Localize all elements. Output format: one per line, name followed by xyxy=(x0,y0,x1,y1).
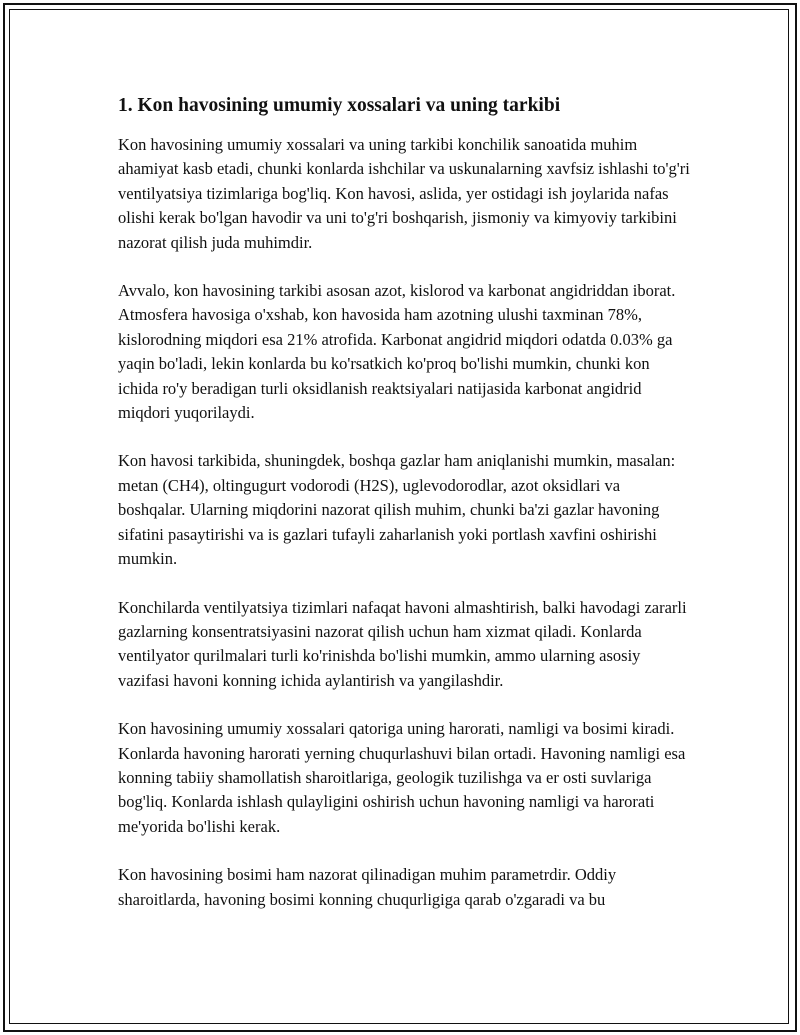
paragraph-5: Kon havosining umumiy xossalari qatoriga uning harorati, namligi va bosimi kiradi. Konlarda havoning harorati yerning chuqurlashuvi bilan ortadi. Havoning namligi esa konning tabiiy shamollatish sharoitlariga, geologik tuzilishga va er osti suvlariga bog'liq. Konlarda ishlash qulayligini oshirish uchun havoning namligi va harorati me'yorida bo'lishi kerak. xyxy=(118,719,686,836)
paragraph-2: Avvalo, kon havosining tarkibi asosan azot, kislorod va karbonat angidriddan iborat. Atmosfera havosiga o'xshab, kon havosida ham azotning ulushi taxminan 78%, kislorodning miqdori esa 21% atrofida. Karbonat angidrid miqdori odatda 0.03% ga yaqin bo'ladi, lekin konlarda bu ko'rsatkich ko'proq bo'lishi mumkin, chunki kon ichida ro'y beradigan turli oksidlanish reaktsiyalari natijasida karbonat angidrid miqdori yuqorilaydi. xyxy=(118,281,676,423)
paragraph-3: Kon havosi tarkibida, shuningdek, boshqa gazlar ham aniqlanishi mumkin, masalan: metan (CH4), oltingugurt vodorodi (H2S), uglevodorodlar, azot oksidlari va boshqalar. Ularning miqdorini nazorat qilish muhim, chunki ba'zi gazlar havoning sifatini pasaytirishi va is gazlari tufayli zaharlanish yoki portlash xavfini oshirishi mumkin. xyxy=(118,451,676,569)
document-page xyxy=(118,93,690,936)
paragraph-1: Kon havosining umumiy xossalari va uning tarkibi konchilik sanoatida muhim ahamiyat kasb etadi, chunki konlarda ishchilar va uskunalarning xavfsiz ishlashi to'g'ri ventilyatsiya tizimlariga bog'liq. Kon havosi, aslida, yer ostidagi ish joylarida nafas olishi kerak bo'lgan havodir va uni to'g'ri boshqarish, jismoniy va kimyoviy tarkibini nazorat qilish juda muhimdir. xyxy=(118,135,690,252)
paragraph-4: Konchilarda ventilyatsiya tizimlari nafaqat havoni almashtirish, balki havodagi zararli gazlarning konsentratsiyasini nazorat qilish uchun ham xizmat qiladi. Konlarda ventilyator qurilmalari turli ko'rinishda bo'lishi mumkin, ammo ularning asosiy vazifasi havoni konning ichida aylantirish va yangilashdir. xyxy=(118,597,687,690)
paragraph-6: Kon havosining bosimi ham nazorat qilinadigan muhim parametrdir. Oddiy sharoitlarda, havoning bosimi konning chuqurligiga qarab o'zgaradi va bu xyxy=(118,865,617,909)
section-heading: 1. Kon havosining umumiy xossalari va uning tarkibi xyxy=(118,95,561,116)
